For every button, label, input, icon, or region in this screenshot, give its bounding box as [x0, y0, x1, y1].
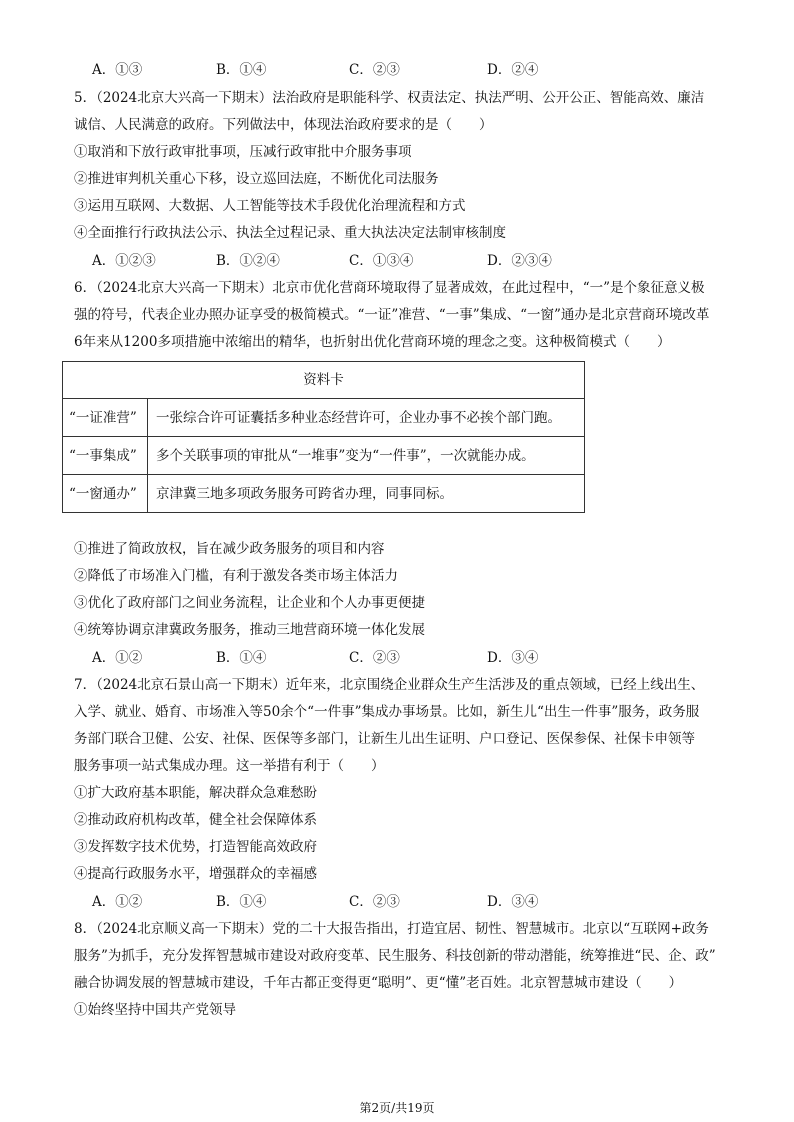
q7-option-c: C．②③: [349, 894, 400, 910]
q5-stem-line: 5．（2024北京大兴高一下期末）法治政府是职能科学、权责法定、执法严明、公开公正、智能高效、廉洁: [74, 90, 705, 106]
table-row-text: 多个关联事项的审批从“一堆事”变为“一件事”，一次就能办成。: [148, 437, 585, 475]
table-row-key: “一窗通办”: [63, 475, 148, 513]
q8-stem-line: 服务”为抓手，充分发挥智慧城市建设对政府变革、民生服务、科技创新的带动潜能，统筹推进“民、企、政”: [74, 948, 716, 964]
q5-stem-line: 诚信、人民满意的政府。下列做法中，体现法治政府要求的是（ ）: [74, 117, 493, 133]
q6-option-d: D．③④: [487, 650, 539, 666]
q8-stem-line: 8．（2024北京顺义高一下期末）党的二十大报告指出，打造宜居、韧性、智慧城市。北京以“互联网+政务: [74, 921, 709, 937]
q6-stem-line: 强的符号，代表企业办照办证享受的极简模式。“一证”准营、“一事”集成、“一窗”通办是北京营商环境改革: [74, 307, 710, 323]
q5-item: ①取消和下放行政审批事项，压减行政审批中介服务事项: [74, 144, 412, 160]
q7-stem-line: 入学、就业、婚育、市场准入等50余个“一件事”集成办事场景。比如，新生儿“出生一件事”服务，政务服: [74, 704, 700, 720]
q8-item: ①始终坚持中国共产党领导: [74, 1002, 236, 1018]
q5-options: [92, 252, 652, 270]
table-row: [63, 399, 585, 437]
q5-option-b: B．①②④: [216, 253, 280, 269]
q6-option-b: B．①④: [216, 650, 267, 666]
q5-option-a: A．①②③: [92, 253, 156, 269]
q4-option-d: D．②④: [487, 62, 539, 78]
table-row-text: 一张综合许可证囊括多种业态经营许可，企业办事不必挨个部门跑。: [148, 399, 585, 437]
q7-option-a: A．①②: [92, 894, 143, 910]
q5-option-c: C．①③④: [349, 253, 414, 269]
table-row-key: “一事集成”: [63, 437, 148, 475]
q5-item: ④全面推行行政执法公示、执法全过程记录、重大执法决定法制审核制度: [74, 225, 506, 241]
q7-stem-line: 7．（2024北京石景山高一下期末）近年来，北京围绕企业群众生产生活涉及的重点领域，已经上线出生、: [74, 677, 705, 693]
q8-stem-line: 融合协调发展的智慧城市建设，千年古都正变得更“聪明”、更“懂”老百姓。北京智慧城市建设（ ）: [74, 975, 683, 991]
q4-option-a: A．①③: [92, 62, 143, 78]
q7-stem-line: 服务事项一站式集成办理。这一举措有利于（ ）: [74, 758, 385, 774]
q7-item: ④提高行政服务水平，增强群众的幸福感: [74, 866, 317, 882]
q6-options: [92, 649, 652, 667]
q7-options: [92, 893, 652, 911]
q6-item: ③优化了政府部门之间业务流程，让企业和个人办事更便捷: [74, 595, 425, 611]
q4-option-c: C．②③: [349, 62, 400, 78]
q6-item: ④统筹协调京津冀政务服务，推动三地营商环境一体化发展: [74, 622, 425, 638]
q6-stem-line: 6年来从1200多项措施中浓缩出的精华，也折射出优化营商环境的理念之变。这种极简模式（ ）: [74, 334, 671, 350]
q6-item: ①推进了简政放权，旨在减少政务服务的项目和内容: [74, 541, 385, 557]
q7-item: ①扩大政府基本职能，解决群众急难愁盼: [74, 785, 317, 801]
table-row-text: 京津冀三地多项政务服务可跨省办理，同事同标。: [148, 475, 585, 513]
page-footer: 第2页/共19页: [359, 1101, 435, 1115]
info-card-table: [62, 361, 585, 513]
q6-option-a: A．①②: [92, 650, 143, 666]
q7-option-d: D．③④: [487, 894, 539, 910]
q7-item: ②推动政府机构改革，健全社会保障体系: [74, 812, 317, 828]
table-row-key: “一证准营”: [63, 399, 148, 437]
q5-item: ②推进审判机关重心下移，设立巡回法庭，不断优化司法服务: [74, 171, 439, 187]
q5-option-d: D．②③④: [487, 253, 552, 269]
q6-stem-line: 6．（2024北京大兴高一下期末）北京市优化营商环境取得了显著成效，在此过程中，“一”是个象征意义极: [74, 280, 705, 296]
q7-option-b: B．①④: [216, 894, 267, 910]
q6-item: ②降低了市场准入门槛，有利于激发各类市场主体活力: [74, 568, 398, 584]
table-row: [63, 475, 585, 513]
q7-stem-line: 务部门联合卫健、公安、社保、医保等多部门，让新生儿出生证明、户口登记、医保参保、社保卡申领等: [74, 731, 695, 747]
info-card-title: 资料卡: [63, 362, 585, 399]
q4-option-b: B．①④: [216, 62, 267, 78]
table-row: [63, 437, 585, 475]
q7-item: ③发挥数字技术优势，打造智能高效政府: [74, 839, 317, 855]
q4-options: [92, 61, 652, 79]
q6-option-c: C．②③: [349, 650, 400, 666]
q5-item: ③运用互联网、大数据、人工智能等技术手段优化治理流程和方式: [74, 198, 466, 214]
